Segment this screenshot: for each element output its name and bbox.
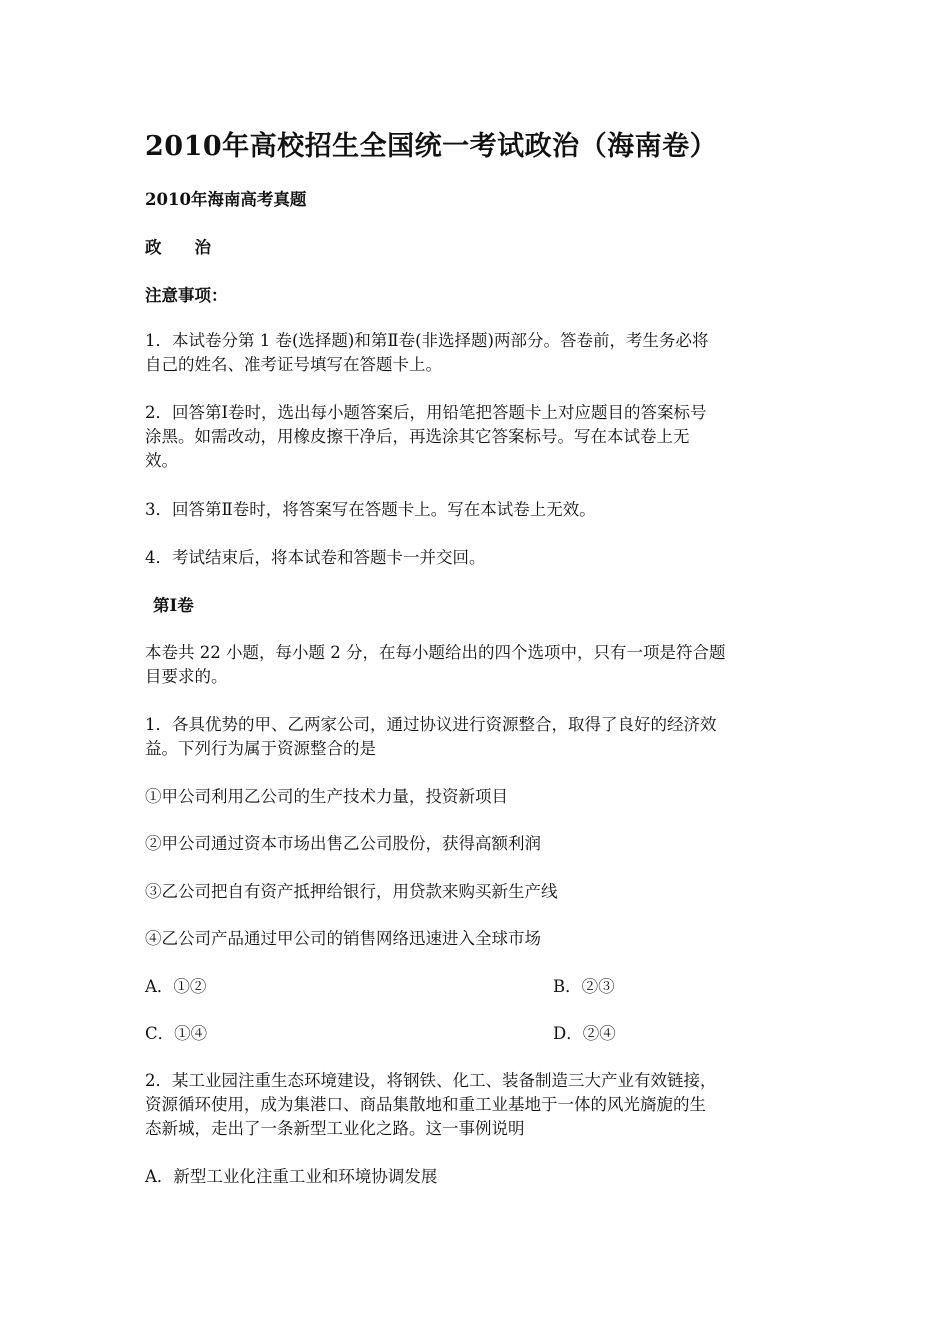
q1-stem-line-1: 1．各具优势的甲、乙两家公司，通过协议进行资源整合，取得了良好的经济效 [145,715,717,734]
notice-4: 4．考试结束后，将本试卷和答题卡一并交回。 [145,548,486,567]
notice-3: 3．回答第Ⅱ卷时，将答案写在答题卡上。写在本试卷上无效。 [145,500,596,519]
subject-heading: 政 治 [145,238,211,257]
section-intro-line-1: 本卷共 22 小题，每小题 2 分，在每小题给出的四个选项中，只有一项是符合题 [145,643,726,662]
notice-2-line-2: 涂黑。如需改动，用橡皮擦干净后，再选涂其它答案标号。写在本试卷上无 [145,427,690,446]
q2-stem-line-1: 2．某工业园注重生态环境建设，将钢铁、化工、装备制造三大产业有效链接， [145,1071,717,1090]
section-intro-line-2: 目要求的。 [145,667,228,686]
document-title: 2010年高校招生全国统一考试政治（海南卷） [145,131,718,162]
q1-item-3: ③乙公司把自有资产抵押给银行，用贷款来购买新生产线 [145,882,558,901]
q1-item-1: ①甲公司利用乙公司的生产技术力量，投资新项目 [145,787,508,806]
q2-stem-line-3: 态新城，走出了一条新型工业化之路。这一事例说明 [145,1119,525,1138]
q2-option-a: A．新型工业化注重工业和环境协调发展 [145,1167,438,1186]
notice-heading: 注意事项： [145,286,228,305]
notice-2-line-1: 2．回答第Ⅰ卷时，选出每小题答案后，用铅笔把答题卡上对应题目的答案标号 [145,403,707,422]
q1-option-c: C．①④ [145,1024,208,1043]
document-subtitle: 2010年海南高考真题 [145,190,307,209]
notice-2-line-3: 效。 [145,451,178,470]
q1-stem-line-2: 益。下列行为属于资源整合的是 [145,739,376,758]
q1-option-a: A．①② [145,977,207,996]
q1-item-4: ④乙公司产品通过甲公司的销售网络迅速进入全球市场 [145,929,541,948]
notice-1-line-1: 1．本试卷分第 1 卷(选择题)和第Ⅱ卷(非选择题)两部分。答卷前，考生务必将 [145,331,709,350]
q1-option-d: D．②④ [553,1024,616,1043]
q1-item-2: ②甲公司通过资本市场出售乙公司股份，获得高额利润 [145,834,541,853]
q2-stem-line-2: 资源循环使用，成为集港口、商品集散地和重工业基地于一体的风光旖旎的生 [145,1095,706,1114]
section-heading: 第Ⅰ卷 [153,596,194,615]
notice-1-line-2: 自己的姓名、准考证号填写在答题卡上。 [145,355,442,374]
q1-option-b: B．②③ [553,977,615,996]
